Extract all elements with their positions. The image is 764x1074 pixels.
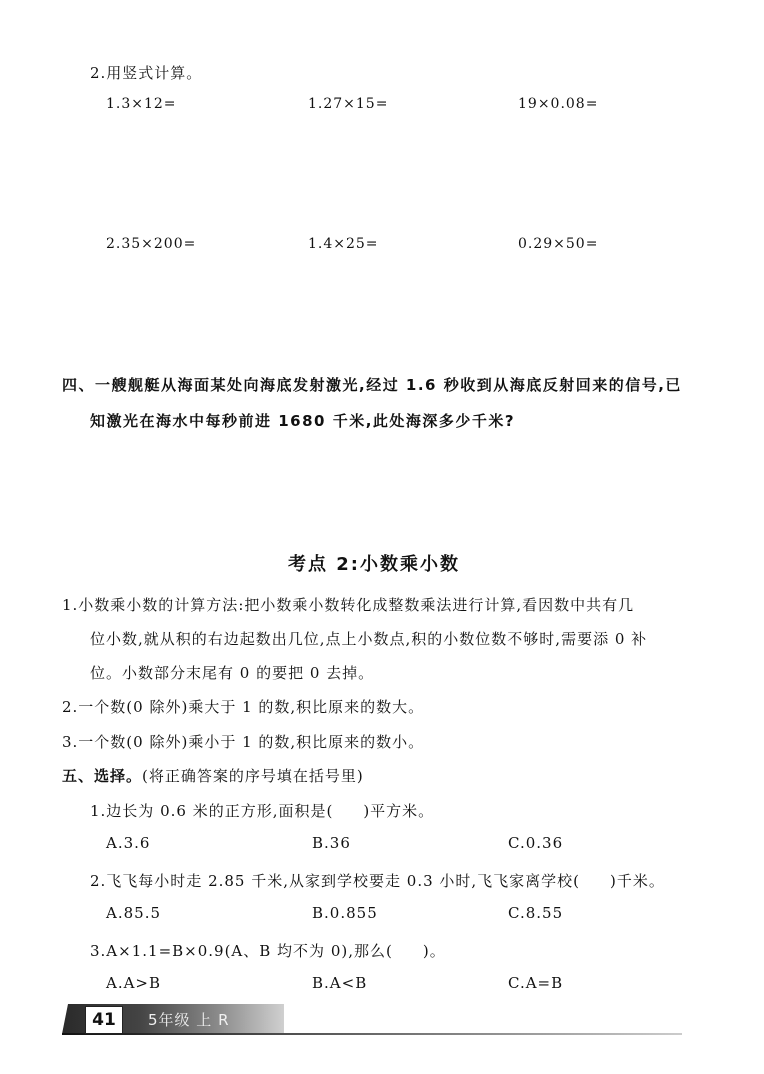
choice-option: A.3.6 [106,834,151,852]
kaodian-point-3: 3.一个数(0 除外)乘小于 1 的数,积比原来的数小。 [62,733,425,751]
calc-problem: 19×0.08= [518,96,599,112]
choice-question-3 [90,940,446,961]
calc-problem: 0.29×50= [518,236,599,252]
choice-section-title: 五、选择。 [62,767,143,785]
choice-option: B.36 [312,834,351,852]
question-text: )平方米。 [363,802,435,820]
word-problem-line-2: 知激光在海水中每秒前进 1680 千米,此处海深多少千米? [90,412,516,430]
calc-problem: 1.4×25= [308,236,379,252]
choice-option: A.A>B [106,974,162,992]
calc-problem: 2.35×200= [106,236,197,252]
question-text: )。 [422,942,446,960]
choice-option: A.85.5 [106,904,161,922]
choice-section-instruction: (将正确答案的序号填在括号里) [142,767,364,785]
kaodian-point-2: 2.一个数(0 除外)乘大于 1 的数,积比原来的数大。 [62,698,425,716]
question-text: )千米。 [610,872,665,890]
question-text: 2.飞飞每小时走 2.85 千米,从家到学校要走 0.3 小时,飞飞家离学校( [90,872,581,890]
kaodian-point-1-line-2: 位小数,就从积的右边起数出几位,点上小数点,积的小数位数不够时,需要添 0 补 [90,630,648,648]
choice-option: C.8.55 [508,904,564,922]
choice-option: C.A=B [508,974,564,992]
word-problem-line-1: 四、一艘舰艇从海面某处向海底发射激光,经过 1.6 秒收到从海底反射回来的信号,已 [62,376,682,394]
question-text: 1.边长为 0.6 米的正方形,面积是( [90,802,334,820]
kaodian-point-1-line-3: 位。小数部分末尾有 0 的要把 0 去掉。 [90,664,375,682]
question-text: 3.A×1.1=B×0.9(A、B 均不为 0),那么( [90,942,393,960]
kaodian-heading: 考点 2:小数乘小数 [288,554,460,575]
grade-label: 5年级 上 R [148,1011,230,1029]
calc-section-title: 2.用竖式计算。 [90,64,203,82]
choice-option: B.A<B [312,974,368,992]
calc-problem: 1.3×12= [106,96,177,112]
kaodian-point-1-line-1: 1.小数乘小数的计算方法:把小数乘小数转化成整数乘法进行计算,看因数中共有几 [62,596,635,614]
choice-question-2 [90,870,665,891]
footer-divider [62,1033,682,1035]
page-number: 41 [85,1006,123,1034]
choice-section-header [62,765,364,786]
choice-option: B.0.855 [312,904,378,922]
choice-option: C.0.36 [508,834,564,852]
calc-problem: 1.27×15= [308,96,389,112]
choice-question-1 [90,800,434,821]
